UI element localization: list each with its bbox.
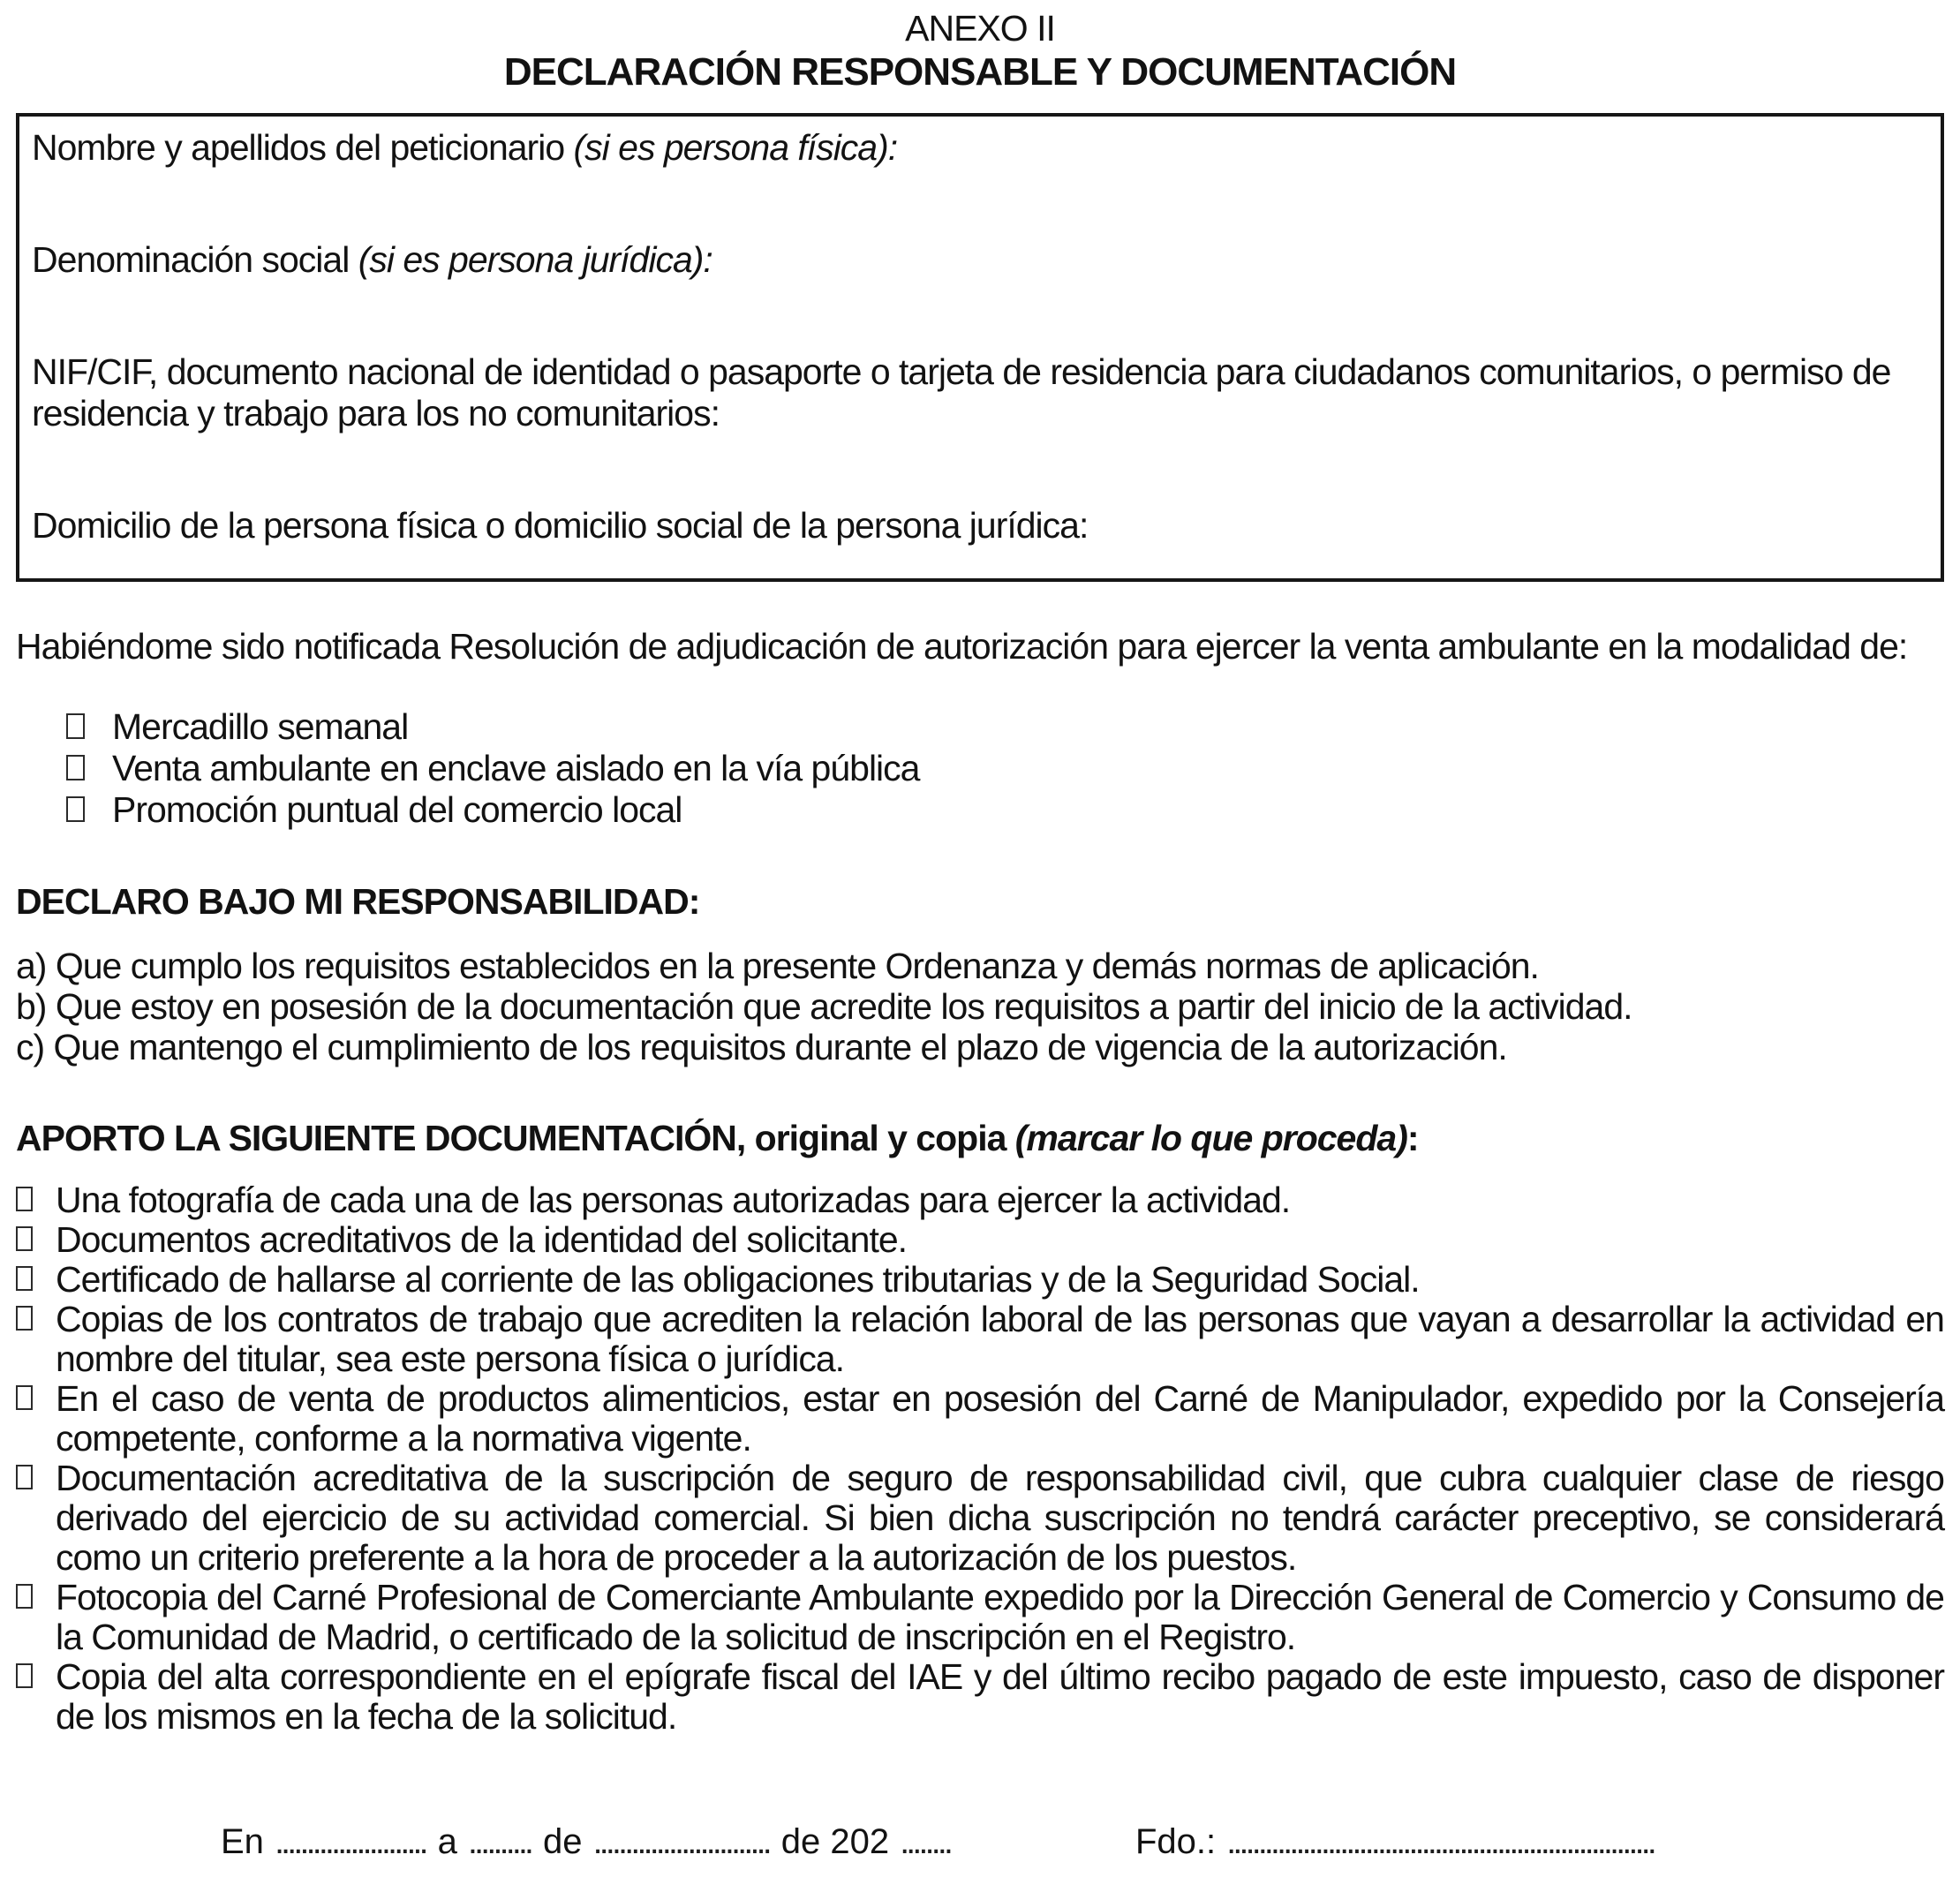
checkbox-icon[interactable]: [16, 1226, 33, 1251]
declaro-item: b) Que estoy en posesión de la documentación que acredite los requisitos a partir del inicio de la actividad.: [16, 986, 1632, 1027]
form-field-label: [32, 127, 1928, 169]
sig-en-label: En: [221, 1822, 264, 1861]
checkbox-icon[interactable]: [66, 796, 85, 822]
checkbox-icon[interactable]: [16, 1306, 33, 1331]
documentation-label: Fotocopia del Carné Profesional de Comerciante Ambulante expedido por la Dirección General de Comercio y Consumo de la Comunidad de Madrid, o certificado de la solicitud de inscripción en el Registro.: [56, 1577, 1944, 1657]
documentation-item: [16, 1459, 1944, 1578]
checkbox-icon[interactable]: [16, 1385, 33, 1410]
modality-item: [66, 748, 1944, 789]
sig-a-label: a: [437, 1822, 457, 1861]
documentation-item: [16, 1300, 1944, 1379]
modality-item: [66, 789, 1944, 831]
aporto-heading-suffix: :: [1406, 1118, 1419, 1158]
checkbox-icon[interactable]: [66, 713, 85, 739]
documentation-item: [16, 1220, 1944, 1260]
annex-title: ANEXO II: [905, 8, 1055, 49]
documentation-label: Una fotografía de cada una de las personas autorizadas para ejercer la actividad.: [56, 1180, 1291, 1220]
field-label-note: (si es persona jurídica):: [358, 239, 712, 280]
documentation-label: Copias de los contratos de trabajo que acrediten la relación laboral de las personas que vayan a desarrollar la actividad en nombre del titular, sea este persona física o jurídica.: [56, 1299, 1944, 1379]
field-label-note: (si es persona física):: [573, 127, 898, 168]
form-field-label: [32, 239, 1928, 281]
checkbox-icon[interactable]: [16, 1187, 33, 1211]
sig-year-label: de 202: [780, 1822, 890, 1861]
place-fill-line[interactable]: ........................: [274, 1822, 426, 1861]
documentation-label: Documentación acreditativa de la suscripción de seguro de responsabilidad civil, que cubra cualquier clase de riesgo derivado del ejercicio de su actividad comercial. Si bien dicha suscripción no tendrá carácter preceptivo, se considerará como un criterio preferente a la hora de proceder a la autorización de los puestos.: [56, 1458, 1944, 1578]
declaro-item: a) Que cumplo los requisitos establecidos en la presente Ordenanza y demás normas de aplicación.: [16, 946, 1539, 986]
modality-label: Venta ambulante en enclave aislado en la vía pública: [112, 748, 920, 788]
signature-row: [16, 1821, 1944, 1863]
signature-fill-line[interactable]: ....................................................................: [1226, 1822, 1654, 1861]
documentation-item: [16, 1180, 1944, 1220]
modality-label: Promoción puntual del comercio local: [112, 789, 682, 830]
documentation-checklist: [16, 1180, 1944, 1737]
checkbox-icon[interactable]: [16, 1663, 33, 1688]
form-field-label: [32, 505, 1928, 547]
documentation-label: En el caso de venta de productos alimenticios, estar en posesión del Carné de Manipulador, expedido por la Consejería competente, conforme a la normativa vigente.: [56, 1378, 1944, 1459]
modality-checklist: [16, 706, 1944, 831]
document-header: [16, 7, 1944, 95]
place-date-line: [221, 1821, 950, 1863]
day-fill-line[interactable]: ..........: [467, 1822, 531, 1861]
documentation-item: [16, 1657, 1944, 1737]
month-fill-line[interactable]: ............................: [592, 1822, 769, 1861]
checkbox-icon[interactable]: [16, 1465, 33, 1489]
applicant-fields-box: [16, 113, 1944, 582]
year-fill-line[interactable]: ........: [900, 1822, 950, 1861]
form-field-label: [32, 351, 1928, 434]
field-label-text: NIF/CIF, documento nacional de identidad o pasaporte o tarjeta de residencia para ciudadanos comunitarios, o permiso de residencia y trabajo para los no comunitarios:: [32, 351, 1891, 434]
sig-de-label: de: [543, 1822, 583, 1861]
field-label-text: Nombre y apellidos del peticionario: [32, 127, 574, 168]
field-label-text: Domicilio de la persona física o domicilio social de la persona jurídica:: [32, 505, 1089, 546]
documentation-item: [16, 1260, 1944, 1300]
declaro-list: [16, 946, 1944, 1067]
modality-item: [66, 706, 1944, 748]
aporto-heading-main: APORTO LA SIGUIENTE DOCUMENTACIÓN, original y copia: [16, 1118, 1015, 1158]
documentation-item: [16, 1578, 1944, 1657]
field-label-text: Denominación social: [32, 239, 358, 280]
checkbox-icon[interactable]: [16, 1266, 33, 1291]
documentation-item: [16, 1379, 1944, 1459]
fdo-label: Fdo.:: [1135, 1822, 1217, 1861]
documentation-label: Documentos acreditativos de la identidad del solicitante.: [56, 1219, 908, 1260]
documentation-label: Certificado de hallarse al corriente de las obligaciones tributarias y de la Seguridad Social.: [56, 1259, 1420, 1300]
documentation-label: Copia del alta correspondiente en el epígrafe fiscal del IAE y del último recibo pagado de este impuesto, caso de disponer de los mismos en la fecha de la solicitud.: [56, 1656, 1944, 1737]
modality-label: Mercadillo semanal: [112, 706, 409, 747]
signed-by-line: [1135, 1821, 1654, 1863]
page-title: DECLARACIÓN RESPONSABLE Y DOCUMENTACIÓN: [503, 50, 1457, 94]
declaro-heading: DECLARO BAJO MI RESPONSABILIDAD:: [16, 881, 700, 922]
aporto-heading: [16, 1117, 1944, 1159]
notification-paragraph: Habiéndome sido notificada Resolución de adjudicación de autorización para ejercer la venta ambulante en la modalidad de:: [16, 626, 1908, 667]
aporto-heading-italic: (marcar lo que proceda): [1014, 1118, 1407, 1158]
checkbox-icon[interactable]: [16, 1584, 33, 1609]
checkbox-icon[interactable]: [66, 755, 85, 780]
declaro-item: c) Que mantengo el cumplimiento de los requisitos durante el plazo de vigencia de la autorización.: [16, 1027, 1507, 1067]
